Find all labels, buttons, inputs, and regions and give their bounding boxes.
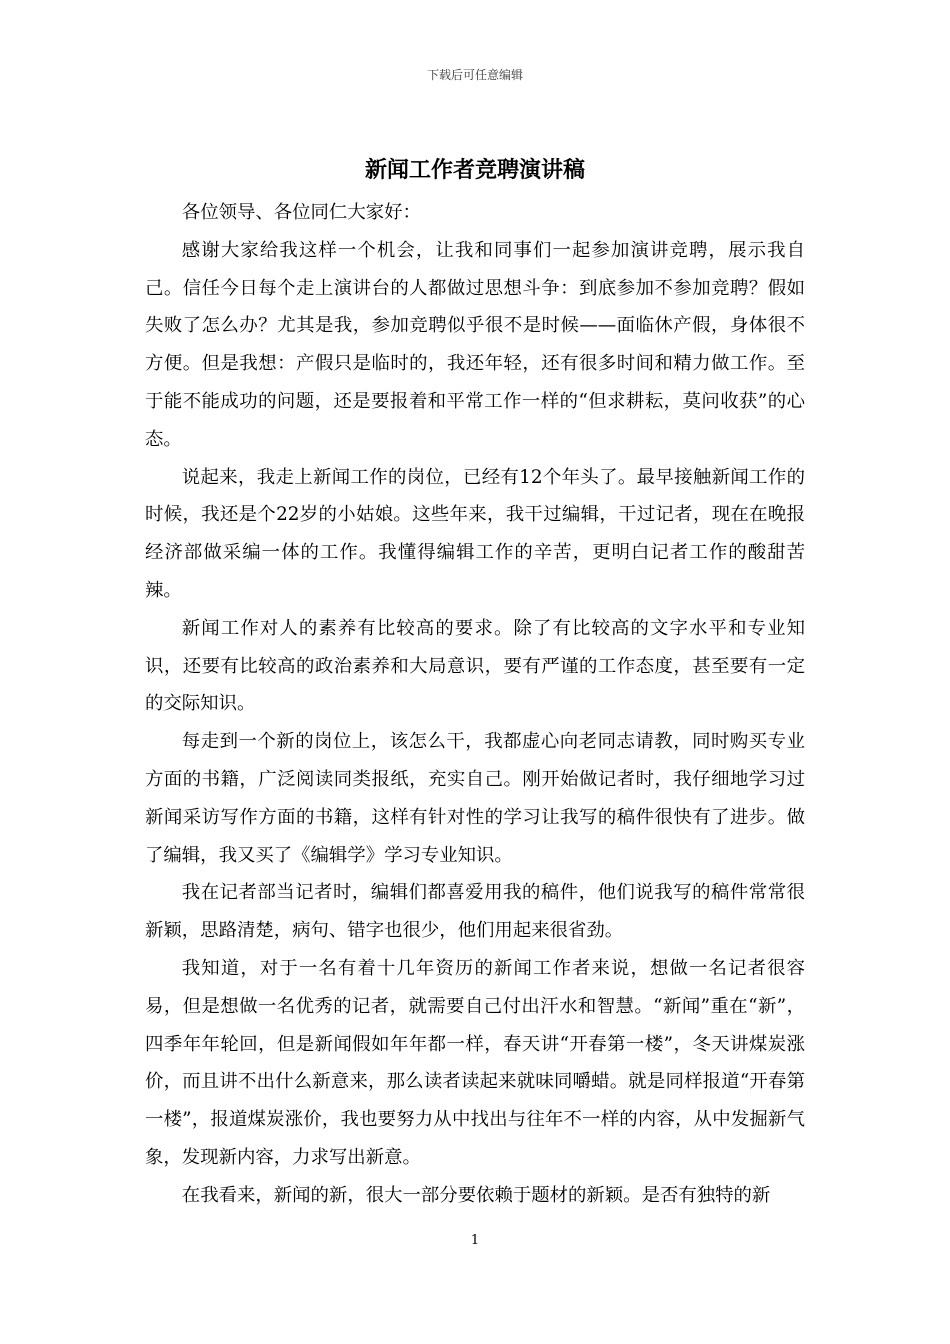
paragraph-greeting: 各位领导、各位同仁大家好： [181, 202, 421, 223]
paragraph: 我在记者部当记者时，编辑们都喜爱用我的稿件，他们说我写的稿件常常很新颖，思路清楚，病句、错字也很少，他们用起来很省劲。 [145, 882, 805, 942]
paragraph: 在我看来，新闻的新，很大一部分要依赖于题材的新颖。是否有独特的新 [181, 1184, 771, 1206]
page-number: 1 [470, 1233, 480, 1248]
document-title: 新闻工作者竞聘演讲稿 [364, 157, 585, 183]
paragraph: 新闻工作对人的素养有比较高的要求。除了有比较高的文字水平和专业知识，还要有比较高的政治素养和大局意识，要有严谨的工作态度，甚至要有一定的交际知识。 [145, 617, 805, 715]
paragraph: 说起来，我走上新闻工作的岗位，已经有12个年头了。最早接触新闻工作的时候，我还是个22岁的小姑娘。这些年来，我干过编辑，干过记者，现在在晚报经济部做采编一体的工作。我懂得编辑工作的辛苦，更明白记者工作的酸甜苦辣。 [145, 466, 805, 601]
document-body [145, 194, 805, 1215]
header-note: 下载后可任意编辑 [426, 68, 523, 82]
paragraph: 感谢大家给我这样一个机会，让我和同事们一起参加演讲竞聘，展示我自己。信任今日每个走上演讲台的人都做过思想斗争：到底参加不参加竞聘？假如失败了怎么办？尤其是我，参加竞聘似乎很不是时候——面临休产假，身体很不方便。但是我想：产假只是临时的，我还年轻，还有很多时间和精力做工作。至于能不能成功的问题，还是要报着和平常工作一样的“但求耕耘，莫问收获”的心态。 [145, 239, 805, 450]
paragraph: 每走到一个新的岗位上，该怎么干，我都虚心向老同志请教，同时购买专业方面的书籍，广泛阅读同类报纸，充实自己。刚开始做记者时，我仔细地学习过新闻采访写作方面的书籍，这样有针对性的学习让我写的稿件很快有了进步。做了编辑，我又买了《编辑学》学习专业知识。 [145, 731, 805, 866]
paragraph: 我知道，对于一名有着十几年资历的新闻工作者来说，想做一名记者很容易，但是想做一名优秀的记者，就需要自己付出汗水和智慧。“新闻”重在“新”，四季年年轮回，但是新闻假如年年都一样，春天讲“开春第一楼”，冬天讲煤炭涨价，而且讲不出什么新意来，那么读者读起来就味同嚼蜡。就是同样报道“开春第一楼”，报道煤炭涨价，我也要努力从中找出与往年不一样的内容，从中发掘新气象，发现新内容，力求写出新意。 [145, 957, 805, 1168]
